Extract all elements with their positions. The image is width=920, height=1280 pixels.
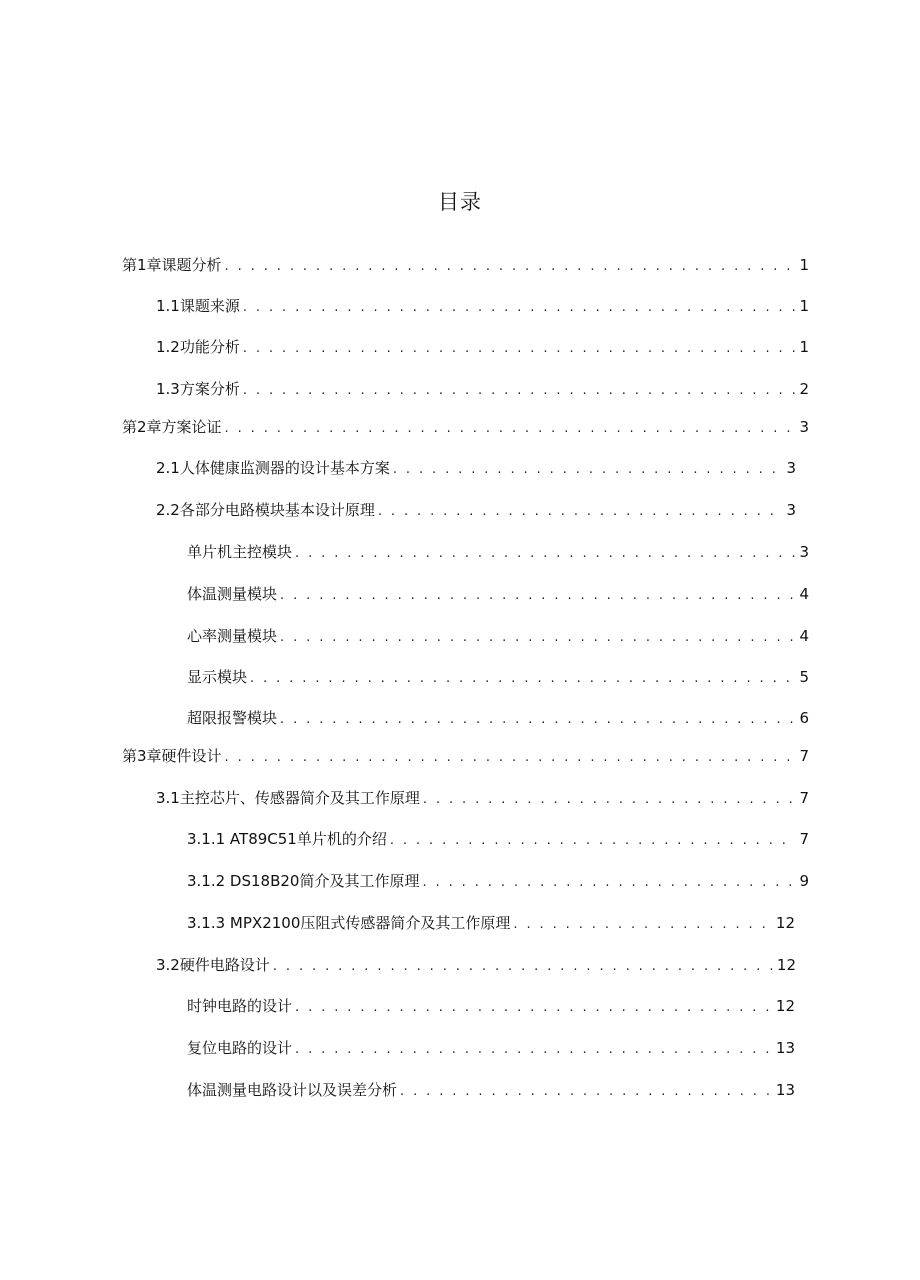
toc-entry-page: 13 — [775, 1081, 795, 1099]
toc-entry-mcu-module — [187, 542, 809, 564]
toc-entry-temperature-circuit — [187, 1080, 795, 1102]
dot-leader — [250, 669, 796, 689]
toc-entry-page: 7 — [799, 789, 809, 807]
dot-leader — [225, 748, 797, 768]
toc-entry-chapter-3 — [122, 746, 809, 768]
dot-leader — [400, 1082, 773, 1102]
toc-entry-label: 3.1.3 MPX2100压阻式传感器简介及其工作原理 — [187, 914, 511, 932]
toc-entry-page: 3 — [786, 459, 796, 477]
dot-leader — [393, 460, 784, 480]
toc-entry-page: 4 — [799, 585, 809, 603]
dot-leader — [243, 381, 797, 401]
toc-entry-page: 7 — [799, 830, 809, 848]
page-title: 目录 — [438, 190, 482, 214]
toc-entry-reset-circuit — [187, 1038, 795, 1060]
toc-entry-page: 13 — [775, 1039, 795, 1057]
toc-entry-page: 7 — [799, 747, 809, 765]
toc-entry-label: 2.1人体健康监测器的设计基本方案 — [156, 459, 390, 477]
toc-entry-label: 2.2各部分电路模块基本设计原理 — [156, 501, 375, 519]
dot-leader — [225, 419, 797, 439]
dot-leader — [422, 873, 796, 893]
dot-leader — [280, 710, 796, 730]
toc-entry-3-1-2 — [187, 871, 809, 893]
dot-leader — [280, 586, 796, 606]
toc-entry-page: 12 — [775, 997, 795, 1015]
toc-entry-3-1 — [156, 788, 809, 810]
toc-entry-label: 1.1课题来源 — [156, 297, 240, 315]
toc-entry-label: 体温测量模块 — [187, 585, 278, 603]
toc-entry-display-module — [187, 667, 809, 689]
dot-leader — [378, 502, 784, 522]
toc-entry-page: 3 — [799, 543, 809, 561]
toc-entry-label: 3.1.1 AT89C51单片机的介绍 — [187, 830, 387, 848]
toc-entry-2-1 — [156, 458, 796, 480]
dot-leader — [423, 790, 797, 810]
dot-leader — [390, 831, 797, 851]
toc-entry-1-1 — [156, 296, 809, 318]
toc-entry-label: 3.1.2 DS18B20简介及其工作原理 — [187, 872, 420, 890]
toc-entry-label: 3.1主控芯片、传感器简介及其工作原理 — [156, 789, 420, 807]
toc-entry-3-1-1 — [187, 829, 809, 851]
toc-entry-page: 4 — [799, 627, 809, 645]
dot-leader — [225, 257, 797, 277]
toc-entry-label: 第2章方案论证 — [122, 418, 222, 436]
toc-entry-page: 1 — [799, 338, 809, 356]
toc-entry-heart-rate-module — [187, 626, 809, 648]
toc-entry-page: 2 — [799, 380, 809, 398]
toc-entry-label: 1.3方案分析 — [156, 380, 240, 398]
dot-leader — [243, 298, 797, 318]
toc-entry-page: 3 — [786, 501, 796, 519]
dot-leader — [295, 1040, 773, 1060]
toc-entry-chapter-2 — [122, 417, 809, 439]
toc-entry-temperature-module — [187, 584, 809, 606]
toc-entry-label: 1.2功能分析 — [156, 338, 240, 356]
dot-leader — [280, 628, 796, 648]
toc-entry-page: 1 — [799, 256, 809, 274]
toc-entry-alarm-module — [187, 708, 809, 730]
toc-entry-chapter-1 — [122, 255, 809, 277]
toc-entry-label: 第3章硬件设计 — [122, 747, 222, 765]
toc-entry-label: 3.2硬件电路设计 — [156, 956, 270, 974]
toc-entry-page: 12 — [776, 956, 796, 974]
toc-entry-page: 5 — [799, 668, 809, 686]
dot-leader — [513, 915, 773, 935]
toc-entry-2-2 — [156, 500, 796, 522]
dot-leader — [243, 339, 797, 359]
toc-entry-label: 体温测量电路设计以及误差分析 — [187, 1081, 398, 1099]
toc-entry-page: 6 — [799, 709, 809, 727]
toc-entry-label: 超限报警模块 — [187, 709, 278, 727]
toc-entry-label: 单片机主控模块 — [187, 543, 293, 561]
toc-entry-3-1-3 — [187, 913, 795, 935]
dot-leader — [295, 544, 796, 564]
toc-entry-page: 12 — [775, 914, 795, 932]
toc-entry-1-2 — [156, 337, 809, 359]
toc-entry-page: 9 — [799, 872, 809, 890]
toc-entry-page: 1 — [799, 297, 809, 315]
toc-entry-page: 3 — [799, 418, 809, 436]
toc-entry-label: 心率测量模块 — [187, 627, 278, 645]
toc-entry-label: 复位电路的设计 — [187, 1039, 293, 1057]
toc-entry-3-2 — [156, 955, 796, 977]
dot-leader — [295, 998, 773, 1018]
dot-leader — [273, 957, 774, 977]
toc-entry-label: 时钟电路的设计 — [187, 997, 293, 1015]
toc-entry-label: 第1章课题分析 — [122, 256, 222, 274]
toc-entry-label: 显示模块 — [187, 668, 248, 686]
toc-entry-clock-circuit — [187, 996, 795, 1018]
toc-entry-1-3 — [156, 379, 809, 401]
